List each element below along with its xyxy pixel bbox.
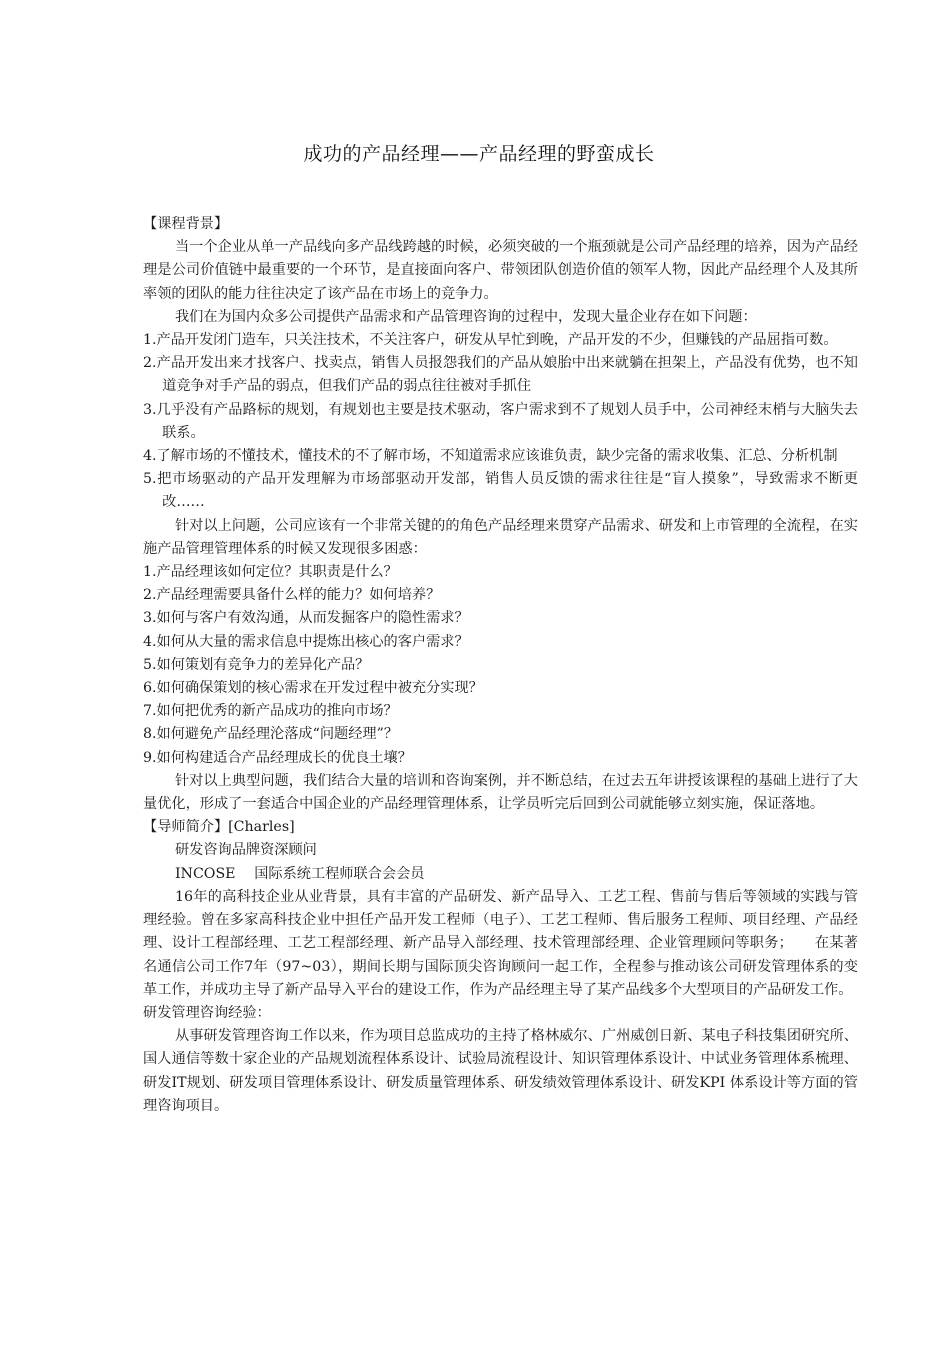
document-title: 成功的产品经理——产品经理的野蛮成长 (303, 143, 655, 165)
section-heading-mentor: 【导师简介】[Charles] (143, 819, 295, 836)
background-paragraph-3: 针对以上问题，公司应该有一个非常关键的的角色产品经理来贯穿产品需求、研发和上市管理的全流程，在实施产品管理管理体系的时候又发现很多困惑： (143, 517, 858, 557)
question-item: 5.如何策划有竞争力的差异化产品？ (143, 656, 370, 673)
problem-item: 1.产品开发闭门造车，只关注技术，不关注客户，研发从早忙到晚，产品开发的不少，但赚钱的产品屈指可数。 (143, 332, 838, 349)
problem-list (143, 329, 858, 515)
problem-item: 3.几乎没有产品路标的规划，有规划也主要是技术驱动，客户需求到不了规划人员手中，公司神经末梢与大脑失去联系。 (143, 401, 858, 441)
problem-item: 4.了解市场的不懂技术，懂技术的不了解市场，不知道需求应该谁负责，缺少完备的需求收集、汇总、分析机制 (143, 448, 838, 465)
question-item: 4.如何从大量的需求信息中提炼出核心的客户需求？ (143, 633, 469, 650)
question-item: 8.如何避免产品经理沦落成“问题经理”？ (143, 726, 399, 743)
mentor-paragraph-2: 从事研发管理咨询工作以来，作为项目总监成功的主持了格林威尔、广州威创日新、某电子科技集团研究所、国人通信等数十家企业的产品规划流程体系设计、试验局流程设计、知识管理体系设计、中试业务管理体系梳理、研发IT规划、研发项目管理体系设计、研发质量管理体系、研发绩效管理体系设计、研发KPI 体系设计等方面的管理咨询项目。 (143, 1028, 858, 1114)
question-item: 7.如何把优秀的新产品成功的推向市场？ (143, 703, 398, 720)
question-item: 1.产品经理该如何定位？其职责是什么？ (143, 564, 398, 581)
mentor-paragraph-1: 16年的高科技企业从业背景，具有丰富的产品研发、新产品导入、工艺工程、售前与售后等领域的实践与管理经验。曾在多家高科技企业中担任产品开发工程师（电子）、工艺工程师、售后服务工程师、项目经理、产品经理、设计工程部经理、工艺工程部经理、新产品导入部经理、技术管理部经理、企业管理顾问等职务； 在某著名通信公司工作7年（97~03），期间长期与国际顶尖咨询顾问一起工作，全程参与推动该公司研发管理体系的变革工作，并成功主导了新产品导入平台的建设工作，作为产品经理主导了某产品线多个大型项目的产品研发工作。 (143, 888, 858, 998)
section-heading-background: 【课程背景】 (143, 216, 229, 232)
question-item: 3.如何与客户有效沟通，从而发掘客户的隐性需求？ (143, 610, 469, 627)
background-paragraph-1: 当一个企业从单一产品线向多产品线跨越的时候，必须突破的一个瓶颈就是公司产品经理的培养，因为产品经理是公司价值链中最重要的一个环节，是直接面向客户、带领团队创造价值的领军人物，因此产品经理个人及其所率领的团队的能力往往决定了该产品在市场上的竞争力。 (143, 239, 858, 302)
problem-item: 2.产品开发出来才找客户、找卖点，销售人员报怨我们的产品从娘胎中出来就躺在担架上，产品没有优势，也不知道竞争对手产品的弱点，但我们产品的弱点往往被对手抓住 (143, 355, 858, 395)
experience-heading: 研发管理咨询经验： (143, 1004, 271, 1021)
mentor-role-1: 研发咨询品牌资深顾问 (174, 842, 317, 859)
question-list (143, 561, 858, 770)
question-item: 2.产品经理需要具备什么样的能力？如何培养？ (143, 587, 441, 604)
document-body (143, 213, 858, 1118)
problem-item: 5.把市场驱动的产品开发理解为市场部驱动开发部，销售人员反馈的需求往往是“盲人摸象”，导致需求不断更改…… (143, 471, 858, 511)
background-paragraph-2: 我们在为国内众多公司提供产品需求和产品管理咨询的过程中，发现大量企业存在如下问题： (174, 308, 757, 325)
question-item: 9.如何构建适合产品经理成长的优良土壤？ (143, 749, 412, 766)
mentor-role-2: INCOSE 国际系统工程师联合会会员 (174, 865, 425, 882)
background-paragraph-4: 针对以上典型问题，我们结合大量的培训和咨询案例，并不断总结，在过去五年讲授该课程的基础上进行了大量优化，形成了一套适合中国企业的产品经理管理体系，让学员听完后回到公司就能够立刻实施，保证落地。 (143, 772, 858, 813)
question-item: 6.如何确保策划的核心需求在开发过程中被充分实现？ (143, 680, 483, 697)
